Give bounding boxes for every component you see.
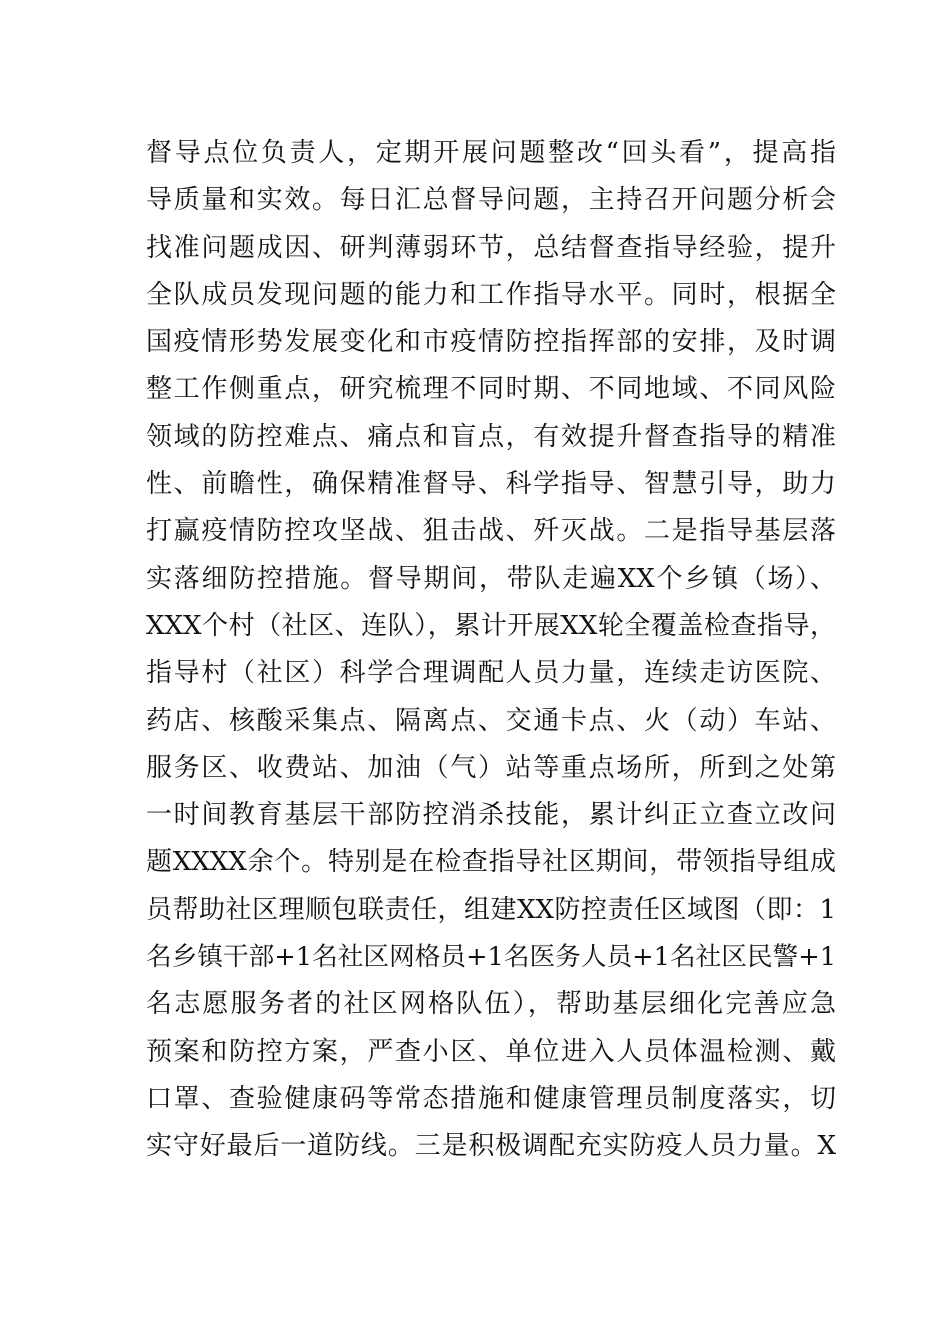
text-line: 领域的防控难点、痛点和盲点，有效提升督查指导的精准 bbox=[146, 421, 836, 452]
text-line: 导质量和实效。每日汇总督导问题，主持召开问题分析会 bbox=[146, 185, 836, 216]
text-line: 国疫情形势发展变化和市疫情防控指挥部的安排，及时调 bbox=[146, 327, 836, 358]
text-line: 实落细防控措施。督导期间，带队走遍XX个乡镇（场）、 bbox=[146, 563, 836, 594]
body-paragraph bbox=[146, 130, 836, 1171]
text-line: 督导点位负责人，定期开展问题整改“回头看”，提高指 bbox=[146, 138, 836, 168]
text-line: 名乡镇干部+1名社区网格员+1名医务人员+1名社区民警+1 bbox=[146, 942, 837, 973]
text-line: 找准问题成因、研判薄弱环节，总结督查指导经验，提升 bbox=[146, 232, 836, 263]
text-line: 一时间教育基层干部防控消杀技能，累计纠正立查立改问 bbox=[146, 800, 836, 831]
text-line: 实守好最后一道防线。三是积极调配充实防疫人员力量。X bbox=[146, 1131, 836, 1162]
text-line: 药店、核酸采集点、隔离点、交通卡点、火（动）车站、 bbox=[146, 705, 836, 736]
text-line: 员帮助社区理顺包联责任，组建XX防控责任区域图（即：1 bbox=[146, 894, 836, 925]
text-line: 打赢疫情防控攻坚战、狙击战、歼灭战。二是指导基层落 bbox=[146, 516, 836, 547]
text-line: 指导村（社区）科学合理调配人员力量，连续走访医院、 bbox=[146, 658, 836, 689]
text-line: 题XXXX余个。特别是在检查指导社区期间，带领指导组成 bbox=[146, 847, 836, 878]
text-line: 全队成员发现问题的能力和工作指导水平。同时，根据全 bbox=[146, 279, 836, 310]
text-line: XXX个村（社区、连队），累计开展XX轮全覆盖检查指导， bbox=[146, 610, 836, 641]
text-line: 性、前瞻性，确保精准督导、科学指导、智慧引导，助力 bbox=[146, 469, 836, 500]
text-line: 预案和防控方案，严查小区、单位进入人员体温检测、戴 bbox=[146, 1036, 836, 1067]
text-line: 口罩、查验健康码等常态措施和健康管理员制度落实，切 bbox=[146, 1083, 836, 1114]
text-line: 服务区、收费站、加油（气）站等重点场所，所到之处第 bbox=[146, 752, 836, 783]
text-line: 整工作侧重点，研究梳理不同时期、不同地域、不同风险 bbox=[146, 374, 836, 405]
text-line: 名志愿服务者的社区网格队伍），帮助基层细化完善应急 bbox=[146, 989, 836, 1020]
